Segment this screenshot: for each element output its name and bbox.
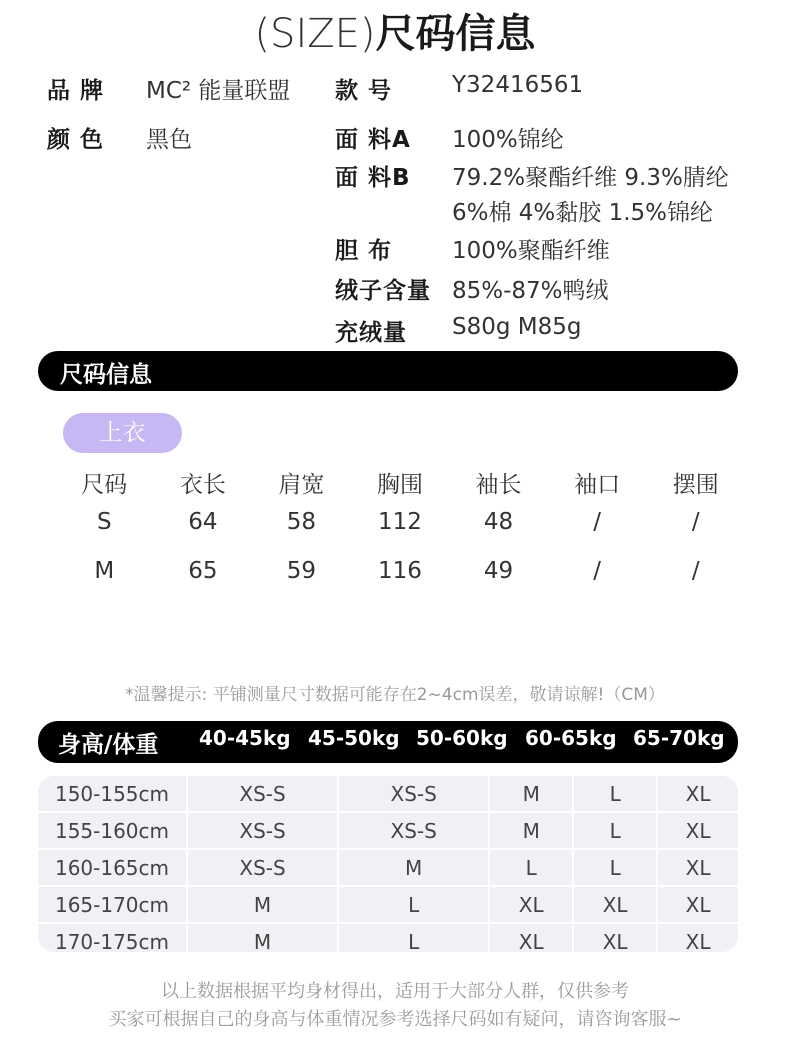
cell: L	[573, 812, 657, 849]
recommend-header-bar	[38, 721, 738, 763]
table-row	[38, 812, 738, 849]
cell: /	[691, 509, 700, 535]
col-shoulder: 肩宽	[278, 471, 325, 498]
fill-value: S80g M85g	[452, 314, 582, 340]
cell: /	[691, 558, 700, 584]
fabric-b-value-1: 79.2%聚酯纤维 9.3%腈纶	[452, 165, 729, 191]
cell: 58	[286, 509, 317, 535]
cell: /	[593, 558, 601, 584]
footer-line-1: 以上数据根据平均身材得出，适用于大部分人群，仅供参考	[161, 981, 629, 1002]
down-label: 绒子含量	[335, 278, 431, 304]
cell: 59	[286, 558, 317, 584]
height-cell: 170-175cm	[38, 923, 187, 952]
cell: 49	[483, 558, 514, 584]
cell: M	[187, 886, 338, 923]
recommend-header-label: 身高/体重	[58, 732, 159, 758]
cell: M	[187, 923, 338, 952]
category-pill: 上衣	[63, 413, 182, 453]
col-size: 尺码	[81, 471, 128, 498]
color-label: 颜 色	[47, 127, 105, 153]
fabric-b-label: 面 料B	[335, 165, 411, 191]
fabric-a-label: 面 料A	[335, 127, 411, 153]
col-hem: 摆围	[672, 471, 719, 498]
footer-line-2: 买家可根据自己的身高与体重情况参考选择尺码如有疑问，请咨询客服~	[108, 1009, 682, 1030]
fabric-a-value: 100%锦纶	[452, 127, 564, 153]
cell: 65	[188, 558, 218, 584]
cell: XL	[685, 929, 711, 952]
size-section-title: 尺码信息	[60, 362, 152, 388]
cell: XL	[489, 923, 573, 952]
recommend-grid	[38, 776, 738, 952]
cell: XS-S	[338, 776, 489, 812]
height-cell: 150-155cm	[38, 776, 187, 812]
cell: L	[573, 776, 657, 812]
fill-label: 充绒量	[335, 320, 407, 346]
height-cell: 155-160cm	[38, 812, 187, 849]
down-value: 85%-87%鸭绒	[452, 278, 609, 304]
title-zh: 尺码信息	[375, 11, 536, 57]
cell: S	[96, 509, 112, 535]
col-chest: 胸围	[376, 471, 423, 498]
cell: XS-S	[187, 849, 338, 886]
col-sleeve: 袖长	[475, 471, 522, 498]
table-row	[38, 886, 738, 923]
cell: XL	[657, 776, 738, 812]
weight-col-5: 65-70kg	[633, 726, 725, 750]
cell: M	[338, 849, 489, 886]
cell: XL	[657, 849, 738, 886]
cell: XL	[489, 886, 573, 923]
cell: 116	[378, 558, 422, 584]
cell: XS-S	[338, 812, 489, 849]
weight-col-1: 40-45kg	[199, 726, 291, 750]
page-title	[0, 2, 790, 59]
title-en: (SIZE)	[254, 11, 376, 57]
cell: 112	[378, 509, 422, 535]
size-table-header	[55, 462, 745, 502]
table-row	[55, 542, 745, 600]
lining-value: 100%聚酯纤维	[452, 238, 610, 264]
cell: XL	[573, 886, 657, 923]
measurement-note: *温馨提示: 平铺测量尺寸数据可能存在2~4cm误差，敬请谅解!（CM）	[125, 685, 665, 705]
height-cell: 160-165cm	[38, 849, 187, 886]
cell: M	[489, 812, 573, 849]
table-row	[38, 776, 738, 812]
cell: /	[593, 509, 601, 535]
weight-col-4: 60-65kg	[525, 726, 617, 750]
cell: XL	[657, 886, 738, 923]
style-value: Y32416561	[452, 72, 584, 98]
col-length: 衣长	[179, 471, 226, 498]
size-section-bar	[38, 351, 738, 391]
table-row	[38, 849, 738, 886]
cell: L	[489, 849, 573, 886]
style-label: 款 号	[335, 78, 393, 104]
cell: L	[338, 886, 489, 923]
cell: L	[338, 923, 489, 952]
cell: XS-S	[187, 812, 338, 849]
size-table	[55, 462, 745, 600]
color-value: 黑色	[146, 127, 192, 153]
cell: L	[573, 849, 657, 886]
cell: XL	[573, 923, 657, 952]
lining-label: 胆 布	[335, 238, 393, 264]
cell: 48	[483, 509, 514, 535]
table-row	[55, 502, 745, 542]
weight-col-2: 45-50kg	[308, 726, 400, 750]
height-cell: 165-170cm	[38, 886, 187, 923]
cell: M	[94, 558, 115, 584]
table-row	[38, 923, 738, 952]
cell: M	[489, 776, 573, 812]
col-cuff: 袖口	[574, 471, 621, 498]
cell: 64	[188, 509, 218, 535]
brand-value: MC² 能量联盟	[146, 78, 291, 104]
cell: XS-S	[187, 776, 338, 812]
weight-col-3: 50-60kg	[416, 726, 508, 750]
fabric-b-value-2: 6%棉 4%黏胶 1.5%锦纶	[452, 200, 714, 226]
brand-label: 品 牌	[47, 78, 105, 104]
cell: XL	[657, 812, 738, 849]
